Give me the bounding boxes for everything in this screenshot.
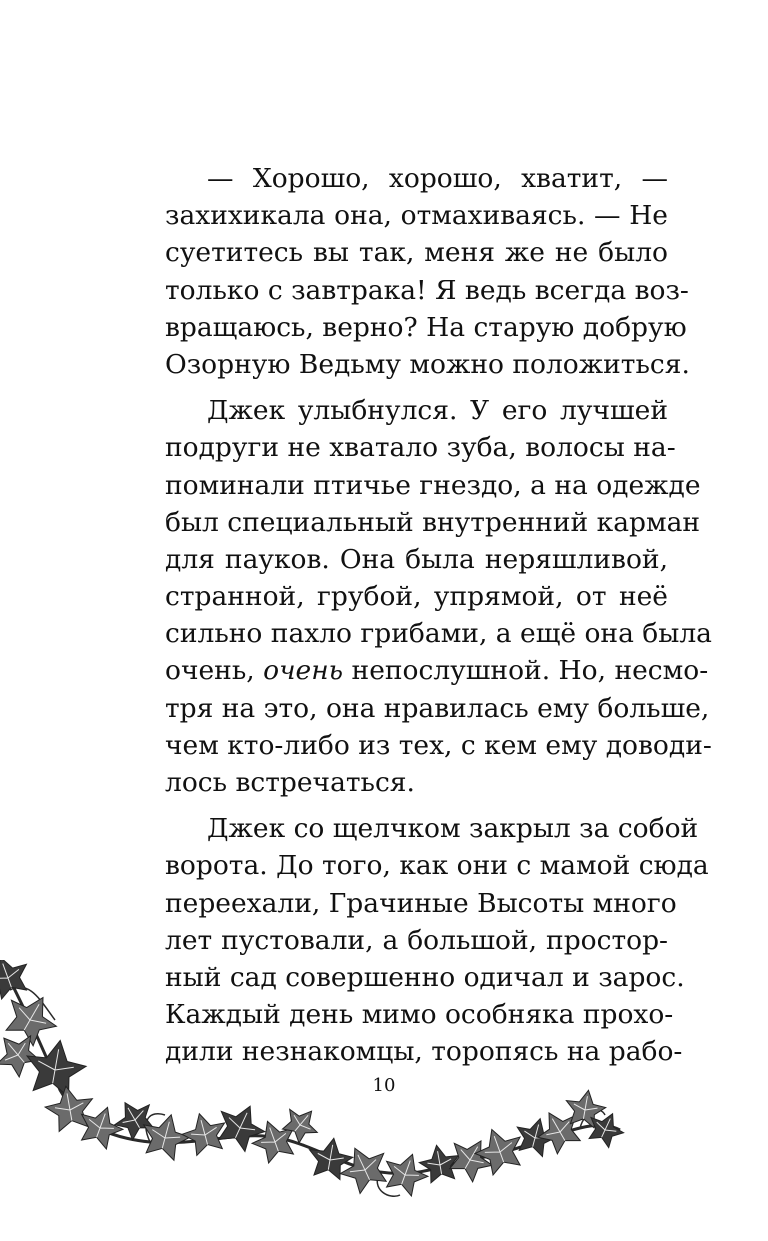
text-line: Джек со щелчком закрыл за собой xyxy=(207,813,699,845)
text-line: подруги не хватало зуба, волосы на- xyxy=(165,432,676,464)
text-line: был специальный внутренний карман xyxy=(165,506,701,538)
text-line: тря на это, она нравилась ему больше, xyxy=(165,692,710,724)
text-line: — Хорошо, хорошо, хватит, — xyxy=(207,163,668,194)
text-line: вращаюсь, верно? На старую добрую xyxy=(165,311,687,343)
ivy-vine-decoration xyxy=(0,960,768,1241)
text-line: суетитесь вы так, меня же не было xyxy=(165,237,668,269)
paragraph-2 xyxy=(165,392,712,801)
text-line: лось встречаться. xyxy=(165,767,415,798)
text-line: дили незнакомцы, торопясь на рабо- xyxy=(165,1036,683,1068)
text-line-with-emphasis xyxy=(165,652,709,689)
text-line: ный сад совершенно одичал и зарос. xyxy=(165,961,685,993)
text-line: для пауков. Она была неряшливой, xyxy=(165,543,668,575)
text-line: ворота. До того, как они с мамой сюда xyxy=(165,850,709,882)
paragraph-1 xyxy=(165,160,690,383)
text-line: Джек улыбнулся. У его лучшей xyxy=(207,395,668,427)
text-line: захихикала она, отмахиваясь. — Не xyxy=(165,200,668,232)
line-start: очень, xyxy=(165,655,264,687)
line-end: непослушной. Но, несмо- xyxy=(343,655,709,687)
text-line: лет пустовали, а большой, простор- xyxy=(165,924,668,956)
emphasis-word: очень xyxy=(263,655,344,687)
text-line: только с завтрака! Я ведь всегда воз- xyxy=(165,274,689,306)
text-line: чем кто-либо из тех, с кем ему доводи- xyxy=(165,729,712,761)
text-line: странной, грубой, упрямой, от неё xyxy=(165,581,668,613)
text-line: Озорную Ведьму можно положиться. xyxy=(165,348,690,380)
text-line: сильно пахло грибами, а ещё она была xyxy=(165,618,712,650)
page-number: 10 xyxy=(372,1075,396,1096)
body-text xyxy=(165,160,712,1080)
text-line: поминали птичье гнездо, а на одежде xyxy=(165,469,701,501)
text-line: Каждый день мимо особняка прохо- xyxy=(165,999,674,1031)
text-line: переехали, Грачиные Высоты много xyxy=(165,887,677,919)
vine-tendril xyxy=(10,987,605,1196)
